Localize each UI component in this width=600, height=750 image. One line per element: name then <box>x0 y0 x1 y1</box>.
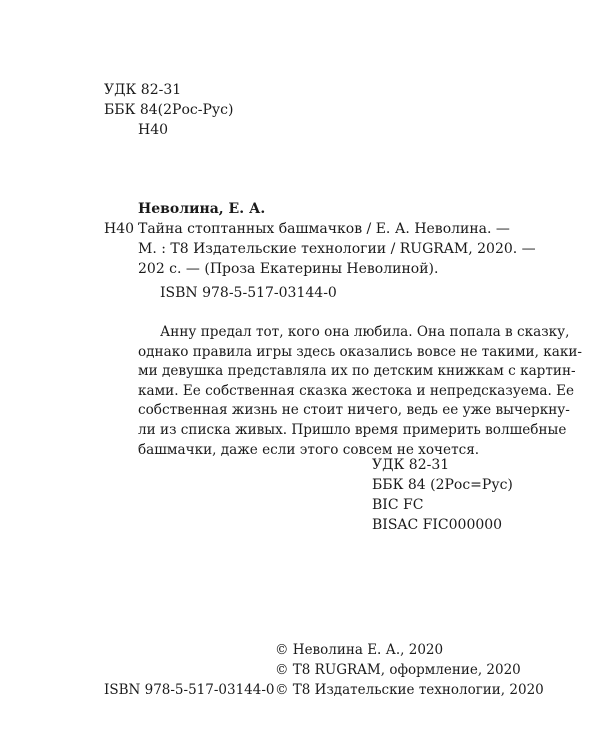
record-cutter-mark: Н40 <box>104 221 135 237</box>
copyright-block <box>275 640 544 700</box>
isbn-bottom: ISBN 978-5-517-03144-0 <box>104 682 275 698</box>
classification-codes <box>372 455 513 535</box>
biblio-line: 202 с. — (Проза Екатерины Неволиной). <box>138 261 439 277</box>
annotation-line: ми девушка представляла их по детским книжкам с картин- <box>138 363 576 380</box>
copyright-line: © Т8 RUGRAM, оформление, 2020 <box>275 662 521 678</box>
annotation-line: Анну предал тот, кого она любила. Она попала в сказку, <box>160 324 570 340</box>
cutter-mark: Н40 <box>138 122 169 138</box>
annotation-line: ками. Ее собственная сказка жестока и непредсказуема. Ее <box>138 382 575 399</box>
record-isbn: ISBN 978-5-517-03144-0 <box>160 285 337 301</box>
class-code: BISAC FIC000000 <box>372 517 503 533</box>
biblio-line: Тайна стоптанных башмачков / Е. А. Неволина. — <box>138 221 510 237</box>
annotation-line: ли из списка живых. Пришло время примерить волшебные <box>138 421 567 438</box>
copyright-line: © Неволина Е. А., 2020 <box>275 642 444 658</box>
bbk-code: ББК 84(2Рос-Рус) <box>104 102 234 118</box>
class-code: BIC FC <box>372 497 424 513</box>
bibliographic-description <box>138 219 536 279</box>
annotation-line: башмачки, даже если этого совсем не хочется. <box>138 441 480 458</box>
class-code: ББК 84 (2Рос=Рус) <box>372 477 513 493</box>
udk-code: УДК 82-31 <box>104 82 182 98</box>
annotation-line: однако правила игры здесь оказались вовсе не такими, каки- <box>138 343 582 360</box>
copyright-line: © Т8 Издательские технологии, 2020 <box>275 682 544 698</box>
annotation-line: собственная жизнь не стоит ничего, ведь ее уже вычеркну- <box>138 402 570 419</box>
class-code: УДК 82-31 <box>372 457 450 473</box>
author-heading: Неволина, Е. А. <box>138 201 266 217</box>
biblio-line: М. : Т8 Издательские технологии / RUGRAM, 2020. — <box>138 241 536 257</box>
top-classification <box>104 80 233 140</box>
annotation <box>138 323 582 460</box>
